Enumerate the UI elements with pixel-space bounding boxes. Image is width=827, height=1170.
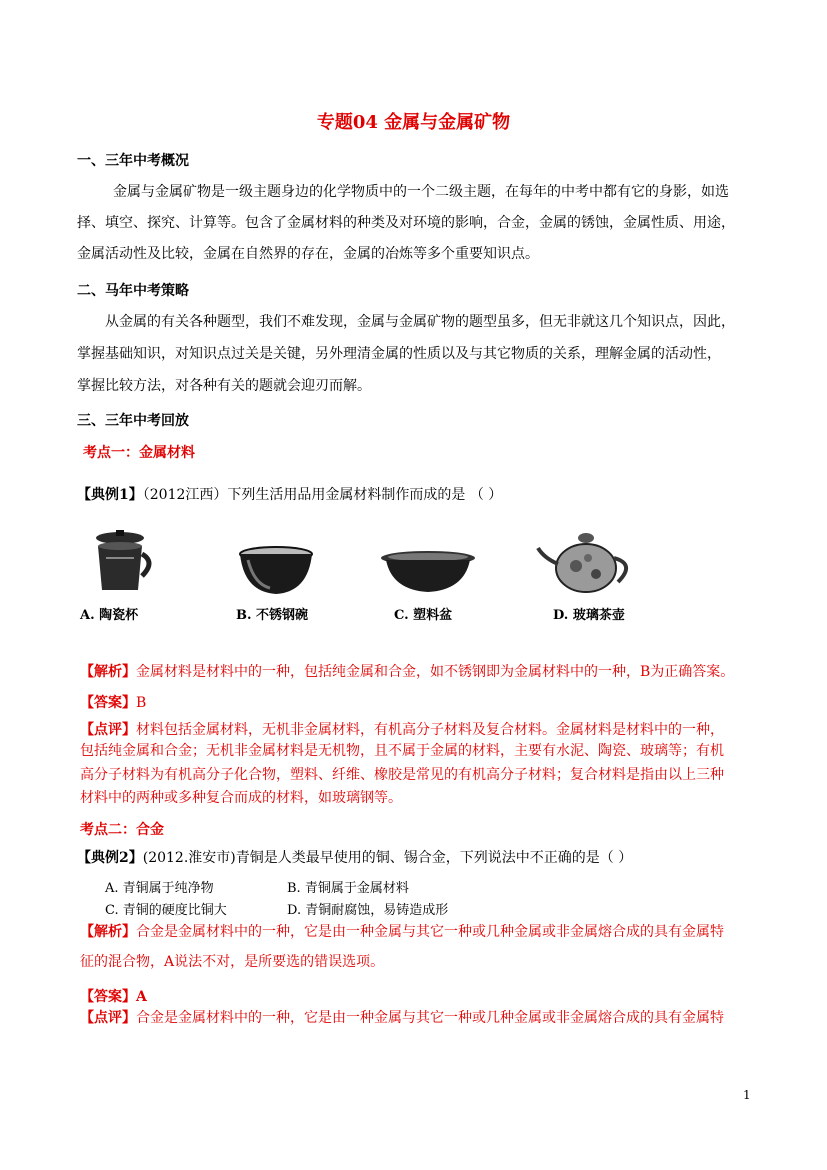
- comment-text: 合金是金属材料中的一种，它是由一种金属与其它一种或几种金属或非金属熔合成的具有金属特: [136, 1010, 724, 1026]
- analysis-tag: 【解析】: [80, 664, 136, 680]
- glass-teapot-image: [536, 528, 640, 598]
- analysis-line: 征的混合物，A说法不对，是所要选的错误选项。: [80, 954, 385, 970]
- answer-2: [80, 986, 147, 1006]
- caption-a: A. 陶瓷杯: [80, 608, 139, 623]
- example-text: （2012江西）下列生活用品用金属材料制作而成的是 （ ）: [142, 487, 503, 503]
- example-text: (2012.淮安市)青铜是人类最早使用的铜、锡合金，下列说法中不正确的是（ ）: [142, 850, 633, 866]
- comment-tag: 【点评】: [80, 722, 136, 738]
- example-1: [77, 484, 502, 504]
- comment-line: 材料包括金属材料，无机非金属材料，有机高分子材料及复合材料。金属材料是材料中的一种，: [136, 722, 724, 738]
- kaodian-1-label: 考点一：金属材料: [83, 445, 195, 461]
- plastic-basin-image: [378, 548, 478, 598]
- caption-c: C. 塑料盆: [394, 608, 453, 623]
- section1-line: 金属活动性及比较，金属在自然界的存在，金属的冶炼等多个重要知识点。: [77, 246, 539, 262]
- section-heading-2: 二、马年中考策略: [77, 283, 189, 299]
- option-a: A. 青铜属于纯净物: [105, 881, 214, 896]
- kaodian-2-label: 考点二：合金: [80, 822, 164, 838]
- steel-bowl-image: [234, 544, 318, 600]
- answer-tag: 【答案】: [80, 695, 136, 711]
- option-d: D. 青铜耐腐蚀，易铸造成形: [287, 903, 449, 918]
- analysis-tag: 【解析】: [80, 924, 136, 940]
- section-heading-3: 三、三年中考回放: [77, 413, 189, 429]
- comment-line: 包括纯金属和合金；无机非金属材料是无机物，且不属于金属的材料，主要有水泥、陶瓷、玻璃等；有机: [80, 743, 724, 759]
- section2-line: 掌握基础知识，对知识点过关是关键，另外理清金属的性质以及与其它物质的关系，理解金属的活动性，: [77, 346, 721, 362]
- section-heading-1: 一、三年中考概况: [77, 153, 189, 169]
- page-title: 专题04 金属与金属矿物: [316, 112, 511, 133]
- example-2: [77, 847, 632, 867]
- analysis-1: [80, 661, 734, 681]
- comment-2: [80, 1007, 724, 1027]
- page-number: 1: [743, 1088, 751, 1102]
- section1-line: 择、填空、探究、计算等。包含了金属材料的种类及对环境的影响，合金，金属的锈蚀，金属性质、用途，: [77, 215, 735, 231]
- ceramic-cup-image: [88, 528, 158, 598]
- section2-line: 掌握比较方法，对各种有关的题就会迎刃而解。: [77, 378, 371, 394]
- analysis-line: 合金是金属材料中的一种，它是由一种金属与其它一种或几种金属或非金属熔合成的具有金属特: [136, 924, 724, 940]
- answer-text: A: [136, 989, 147, 1005]
- example-tag: 【典例2】: [77, 850, 143, 866]
- answer-tag: 【答案】: [80, 989, 136, 1005]
- answer-text: B: [136, 695, 147, 711]
- comment-tag: 【点评】: [80, 1010, 136, 1026]
- comment-line: 高分子材料为有机高分子化合物，塑料、纤维、橡胶是常见的有机高分子材料；复合材料是指由以上三种: [80, 767, 724, 783]
- option-b: B. 青铜属于金属材料: [287, 881, 409, 896]
- analysis-text: 金属材料是材料中的一种，包括纯金属和合金，如不锈钢即为金属材料中的一种，B为正确答案。: [136, 664, 735, 680]
- section1-line: 金属与金属矿物是一级主题身边的化学物质中的一个二级主题，在每年的中考中都有它的身影，如选: [113, 184, 729, 200]
- section2-line: 从金属的有关各种题型，我们不难发现，金属与金属矿物的题型虽多，但无非就这几个知识点，因此，: [105, 314, 735, 330]
- comment-1: [80, 719, 724, 739]
- example-tag: 【典例1】: [77, 487, 143, 503]
- comment-line: 材料中的两种或多种复合而成的材料，如玻璃钢等。: [80, 790, 402, 806]
- answer-1: [80, 692, 146, 712]
- caption-d: D. 玻璃茶壶: [553, 608, 625, 623]
- option-c: C. 青铜的硬度比铜大: [105, 903, 227, 918]
- caption-b: B. 不锈钢碗: [236, 608, 309, 623]
- analysis-2: [80, 921, 724, 941]
